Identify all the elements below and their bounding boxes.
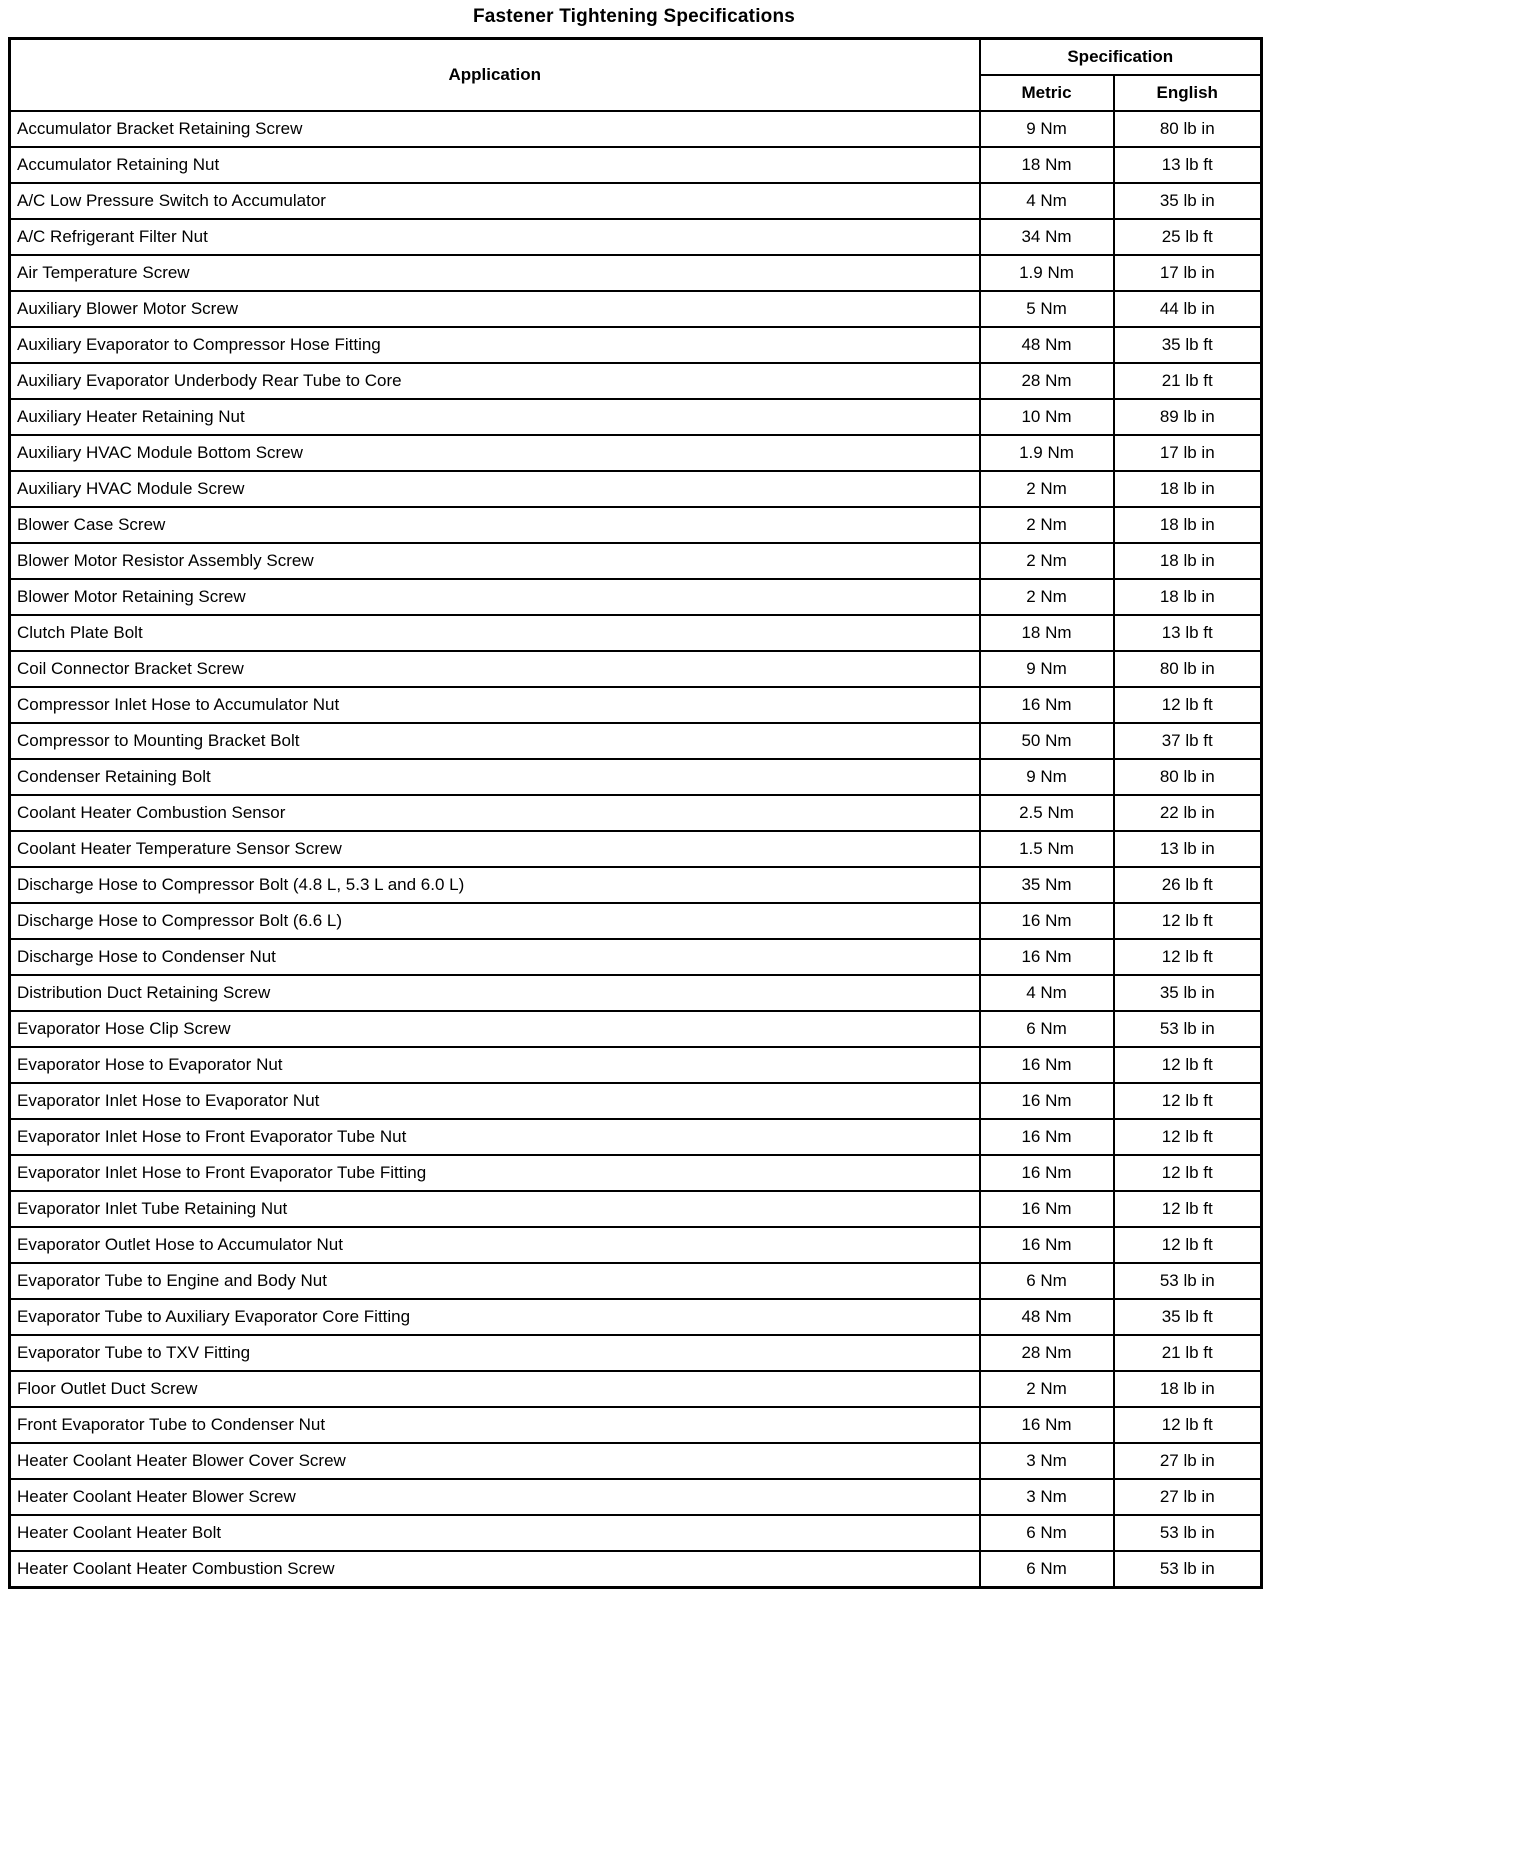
table-row xyxy=(10,219,1262,255)
application-cell: Auxiliary HVAC Module Screw xyxy=(10,471,980,507)
table-row xyxy=(10,795,1262,831)
application-cell: Evaporator Tube to Auxiliary Evaporator Core Fitting xyxy=(10,1299,980,1335)
metric-value-cell: 50 Nm xyxy=(980,723,1114,759)
metric-value-cell: 3 Nm xyxy=(980,1479,1114,1515)
english-value-cell: 18 lb in xyxy=(1114,507,1262,543)
metric-value-cell: 2 Nm xyxy=(980,579,1114,615)
metric-value-cell: 6 Nm xyxy=(980,1515,1114,1551)
english-column-header: English xyxy=(1114,75,1262,111)
english-value-cell: 13 lb ft xyxy=(1114,147,1262,183)
english-value-cell: 37 lb ft xyxy=(1114,723,1262,759)
metric-value-cell: 16 Nm xyxy=(980,1083,1114,1119)
table-row xyxy=(10,507,1262,543)
application-cell: Evaporator Inlet Hose to Front Evaporator Tube Fitting xyxy=(10,1155,980,1191)
table-row xyxy=(10,1443,1262,1479)
table-row xyxy=(10,1155,1262,1191)
application-cell: Evaporator Hose to Evaporator Nut xyxy=(10,1047,980,1083)
english-value-cell: 18 lb in xyxy=(1114,543,1262,579)
metric-value-cell: 2 Nm xyxy=(980,1371,1114,1407)
table-row xyxy=(10,1515,1262,1551)
table-row xyxy=(10,615,1262,651)
application-cell: Discharge Hose to Condenser Nut xyxy=(10,939,980,975)
metric-value-cell: 16 Nm xyxy=(980,1227,1114,1263)
english-value-cell: 22 lb in xyxy=(1114,795,1262,831)
table-row xyxy=(10,111,1262,147)
english-value-cell: 35 lb ft xyxy=(1114,1299,1262,1335)
english-value-cell: 44 lb in xyxy=(1114,291,1262,327)
application-cell: Clutch Plate Bolt xyxy=(10,615,980,651)
metric-value-cell: 18 Nm xyxy=(980,615,1114,651)
specification-column-header: Specification xyxy=(980,39,1262,76)
english-value-cell: 53 lb in xyxy=(1114,1551,1262,1588)
table-row xyxy=(10,1227,1262,1263)
table-row xyxy=(10,903,1262,939)
application-cell: Auxiliary Blower Motor Screw xyxy=(10,291,980,327)
english-value-cell: 35 lb ft xyxy=(1114,327,1262,363)
metric-value-cell: 4 Nm xyxy=(980,183,1114,219)
application-cell: Coolant Heater Combustion Sensor xyxy=(10,795,980,831)
metric-value-cell: 34 Nm xyxy=(980,219,1114,255)
application-cell: Discharge Hose to Compressor Bolt (6.6 L) xyxy=(10,903,980,939)
table-row xyxy=(10,363,1262,399)
application-cell: Evaporator Inlet Hose to Front Evaporator Tube Nut xyxy=(10,1119,980,1155)
english-value-cell: 21 lb ft xyxy=(1114,1335,1262,1371)
application-cell: Evaporator Tube to TXV Fitting xyxy=(10,1335,980,1371)
english-value-cell: 12 lb ft xyxy=(1114,1227,1262,1263)
metric-value-cell: 6 Nm xyxy=(980,1551,1114,1588)
english-value-cell: 12 lb ft xyxy=(1114,939,1262,975)
metric-value-cell: 28 Nm xyxy=(980,363,1114,399)
metric-value-cell: 9 Nm xyxy=(980,111,1114,147)
application-cell: Heater Coolant Heater Bolt xyxy=(10,1515,980,1551)
metric-value-cell: 16 Nm xyxy=(980,1119,1114,1155)
metric-value-cell: 6 Nm xyxy=(980,1263,1114,1299)
english-value-cell: 13 lb in xyxy=(1114,831,1262,867)
english-value-cell: 12 lb ft xyxy=(1114,1407,1262,1443)
application-cell: Accumulator Bracket Retaining Screw xyxy=(10,111,980,147)
table-row xyxy=(10,399,1262,435)
metric-value-cell: 16 Nm xyxy=(980,939,1114,975)
english-value-cell: 35 lb in xyxy=(1114,975,1262,1011)
metric-value-cell: 16 Nm xyxy=(980,1191,1114,1227)
table-body xyxy=(10,111,1262,1588)
metric-value-cell: 16 Nm xyxy=(980,903,1114,939)
table-row xyxy=(10,1011,1262,1047)
english-value-cell: 27 lb in xyxy=(1114,1479,1262,1515)
english-value-cell: 18 lb in xyxy=(1114,579,1262,615)
table-row xyxy=(10,1191,1262,1227)
application-cell: A/C Low Pressure Switch to Accumulator xyxy=(10,183,980,219)
application-cell: Front Evaporator Tube to Condenser Nut xyxy=(10,1407,980,1443)
english-value-cell: 89 lb in xyxy=(1114,399,1262,435)
metric-value-cell: 2.5 Nm xyxy=(980,795,1114,831)
application-cell: Floor Outlet Duct Screw xyxy=(10,1371,980,1407)
application-cell: Evaporator Tube to Engine and Body Nut xyxy=(10,1263,980,1299)
english-value-cell: 12 lb ft xyxy=(1114,1047,1262,1083)
metric-value-cell: 18 Nm xyxy=(980,147,1114,183)
metric-value-cell: 9 Nm xyxy=(980,759,1114,795)
table-row xyxy=(10,1479,1262,1515)
english-value-cell: 53 lb in xyxy=(1114,1515,1262,1551)
table-row xyxy=(10,831,1262,867)
metric-value-cell: 10 Nm xyxy=(980,399,1114,435)
table-row xyxy=(10,723,1262,759)
english-value-cell: 53 lb in xyxy=(1114,1263,1262,1299)
table-row xyxy=(10,651,1262,687)
table-row xyxy=(10,975,1262,1011)
application-cell: Evaporator Hose Clip Screw xyxy=(10,1011,980,1047)
application-cell: Compressor to Mounting Bracket Bolt xyxy=(10,723,980,759)
application-cell: Evaporator Inlet Tube Retaining Nut xyxy=(10,1191,980,1227)
application-cell: Auxiliary Heater Retaining Nut xyxy=(10,399,980,435)
application-cell: A/C Refrigerant Filter Nut xyxy=(10,219,980,255)
table-row xyxy=(10,1551,1262,1588)
document-page xyxy=(8,0,1260,1589)
metric-value-cell: 4 Nm xyxy=(980,975,1114,1011)
table-row xyxy=(10,939,1262,975)
application-cell: Coil Connector Bracket Screw xyxy=(10,651,980,687)
table-row xyxy=(10,327,1262,363)
application-cell: Heater Coolant Heater Combustion Screw xyxy=(10,1551,980,1588)
header-row-top xyxy=(10,39,1262,76)
table-row xyxy=(10,759,1262,795)
metric-value-cell: 16 Nm xyxy=(980,1407,1114,1443)
page-title: Fastener Tightening Specifications xyxy=(472,6,796,27)
table-row xyxy=(10,1119,1262,1155)
english-value-cell: 80 lb in xyxy=(1114,651,1262,687)
application-cell: Discharge Hose to Compressor Bolt (4.8 L, 5.3 L and 6.0 L) xyxy=(10,867,980,903)
application-cell: Coolant Heater Temperature Sensor Screw xyxy=(10,831,980,867)
english-value-cell: 17 lb in xyxy=(1114,435,1262,471)
metric-value-cell: 16 Nm xyxy=(980,687,1114,723)
table-row xyxy=(10,147,1262,183)
metric-value-cell: 1.9 Nm xyxy=(980,255,1114,291)
metric-value-cell: 1.5 Nm xyxy=(980,831,1114,867)
metric-value-cell: 48 Nm xyxy=(980,1299,1114,1335)
english-value-cell: 21 lb ft xyxy=(1114,363,1262,399)
application-cell: Air Temperature Screw xyxy=(10,255,980,291)
metric-value-cell: 6 Nm xyxy=(980,1011,1114,1047)
application-cell: Condenser Retaining Bolt xyxy=(10,759,980,795)
metric-value-cell: 9 Nm xyxy=(980,651,1114,687)
application-cell: Heater Coolant Heater Blower Cover Screw xyxy=(10,1443,980,1479)
metric-value-cell: 16 Nm xyxy=(980,1155,1114,1191)
english-value-cell: 12 lb ft xyxy=(1114,1119,1262,1155)
table-row xyxy=(10,435,1262,471)
english-value-cell: 27 lb in xyxy=(1114,1443,1262,1479)
table-row xyxy=(10,1047,1262,1083)
english-value-cell: 12 lb ft xyxy=(1114,1155,1262,1191)
table-row xyxy=(10,291,1262,327)
table-row xyxy=(10,1299,1262,1335)
table-row xyxy=(10,1371,1262,1407)
application-cell: Auxiliary Evaporator to Compressor Hose Fitting xyxy=(10,327,980,363)
english-value-cell: 12 lb ft xyxy=(1114,687,1262,723)
table-header xyxy=(10,39,1262,112)
metric-value-cell: 28 Nm xyxy=(980,1335,1114,1371)
english-value-cell: 18 lb in xyxy=(1114,1371,1262,1407)
english-value-cell: 53 lb in xyxy=(1114,1011,1262,1047)
application-cell: Compressor Inlet Hose to Accumulator Nut xyxy=(10,687,980,723)
application-cell: Blower Motor Resistor Assembly Screw xyxy=(10,543,980,579)
table-row xyxy=(10,687,1262,723)
english-value-cell: 80 lb in xyxy=(1114,759,1262,795)
english-value-cell: 26 lb ft xyxy=(1114,867,1262,903)
metric-value-cell: 2 Nm xyxy=(980,507,1114,543)
table-row xyxy=(10,471,1262,507)
english-value-cell: 25 lb ft xyxy=(1114,219,1262,255)
table-row xyxy=(10,255,1262,291)
application-cell: Heater Coolant Heater Blower Screw xyxy=(10,1479,980,1515)
metric-value-cell: 48 Nm xyxy=(980,327,1114,363)
english-value-cell: 12 lb ft xyxy=(1114,903,1262,939)
english-value-cell: 12 lb ft xyxy=(1114,1083,1262,1119)
application-cell: Blower Case Screw xyxy=(10,507,980,543)
english-value-cell: 18 lb in xyxy=(1114,471,1262,507)
application-cell: Evaporator Inlet Hose to Evaporator Nut xyxy=(10,1083,980,1119)
table-row xyxy=(10,1263,1262,1299)
metric-value-cell: 35 Nm xyxy=(980,867,1114,903)
metric-value-cell: 2 Nm xyxy=(980,471,1114,507)
table-row xyxy=(10,867,1262,903)
metric-value-cell: 16 Nm xyxy=(980,1047,1114,1083)
table-row xyxy=(10,1083,1262,1119)
metric-value-cell: 1.9 Nm xyxy=(980,435,1114,471)
application-column-header: Application xyxy=(10,39,980,112)
fastener-spec-table xyxy=(8,37,1263,1589)
english-value-cell: 35 lb in xyxy=(1114,183,1262,219)
application-cell: Auxiliary HVAC Module Bottom Screw xyxy=(10,435,980,471)
table-row xyxy=(10,1407,1262,1443)
application-cell: Distribution Duct Retaining Screw xyxy=(10,975,980,1011)
application-cell: Accumulator Retaining Nut xyxy=(10,147,980,183)
metric-value-cell: 3 Nm xyxy=(980,1443,1114,1479)
application-cell: Evaporator Outlet Hose to Accumulator Nut xyxy=(10,1227,980,1263)
table-row xyxy=(10,543,1262,579)
table-row xyxy=(10,579,1262,615)
application-cell: Blower Motor Retaining Screw xyxy=(10,579,980,615)
metric-value-cell: 2 Nm xyxy=(980,543,1114,579)
metric-column-header: Metric xyxy=(980,75,1114,111)
table-row xyxy=(10,1335,1262,1371)
table-row xyxy=(10,183,1262,219)
english-value-cell: 12 lb ft xyxy=(1114,1191,1262,1227)
english-value-cell: 80 lb in xyxy=(1114,111,1262,147)
english-value-cell: 17 lb in xyxy=(1114,255,1262,291)
metric-value-cell: 5 Nm xyxy=(980,291,1114,327)
application-cell: Auxiliary Evaporator Underbody Rear Tube to Core xyxy=(10,363,980,399)
english-value-cell: 13 lb ft xyxy=(1114,615,1262,651)
